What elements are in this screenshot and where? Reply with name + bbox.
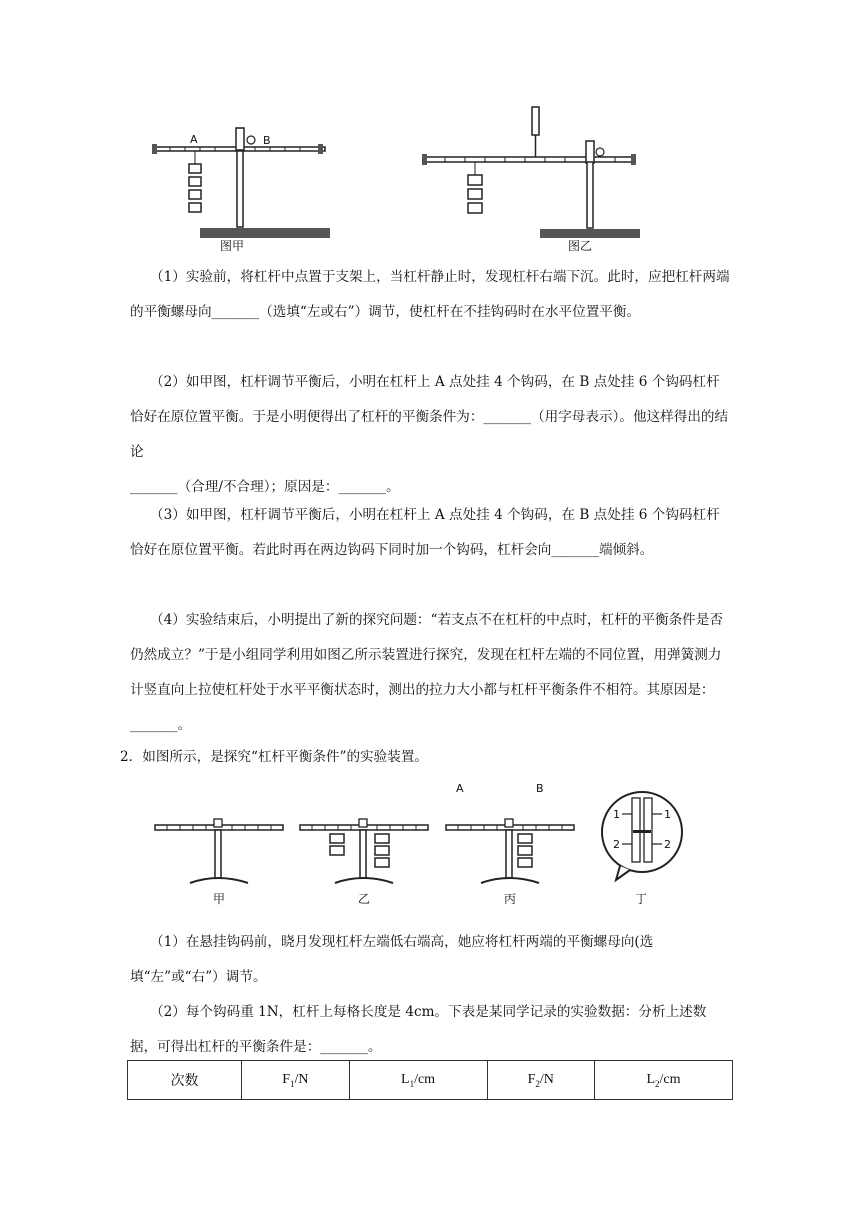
figure-row-2 bbox=[150, 780, 740, 905]
q1-part4: （4）实验结束后，小明提出了新的探究问题：“若支点不在杠杆的中点时，杠杆的平衡条件是否仍然成立？”于是小组同学利用如图乙所示装置进行探究，发现在杠杆左端的不同位置，用弹簧测力计竖直向上拉使杠杆处于水平平衡状态时，测出的拉力大小都与杠杆平衡条件不相符。其原因是：_______。 bbox=[130, 612, 723, 733]
caption-ding-2: 丁 bbox=[635, 892, 648, 906]
figure-jia-lever bbox=[150, 120, 335, 253]
f2-unit: /N bbox=[539, 1071, 554, 1087]
label-b-2: B bbox=[536, 782, 544, 795]
q1-part1: （1）实验前，将杠杆中点置于支架上，当杠杆静止时，发现杠杆右端下沉。此时，应把杠杆两端的平衡螺母向_______（选填“左或右”）调节，使杠杆在不挂钩码时在水平位置平衡。 bbox=[130, 269, 730, 320]
f2-symbol: F bbox=[527, 1071, 536, 1087]
f2-sub: 2 bbox=[535, 1078, 540, 1089]
tick-1-left: 1 bbox=[613, 808, 620, 821]
f1-symbol: F bbox=[282, 1071, 290, 1087]
l1-symbol: L bbox=[401, 1071, 410, 1087]
l1-sub: 1 bbox=[409, 1078, 415, 1089]
q2-heading: 2．如图所示，是探究“杠杆平衡条件”的实验装置。 bbox=[120, 749, 429, 765]
l2-sub: 2 bbox=[655, 1078, 660, 1089]
q1-part3: （3）如甲图，杠杆调节平衡后，小明在杠杆上 A 点处挂 4 个钩码，在 B 点处挂 6 个钩码杠杆恰好在原位置平衡。若此时再在两边钩码下同时加一个钩码，杠杆会向_______端倾斜。 bbox=[130, 507, 720, 558]
q1-part2: （2）如甲图，杠杆调节平衡后，小明在杠杆上 A 点处挂 4 个钩码，在 B 点处挂 6 个钩码杠杆恰好在原位置平衡。于是小明便得出了杠杆的平衡条件为：_______（用字母表示）。他这样得出的结论 bbox=[130, 374, 729, 460]
q1-part2-continued: _______（合理/不合理）；原因是：_______。 bbox=[130, 479, 400, 495]
col-l1 bbox=[349, 1061, 487, 1100]
l1-unit: /cm bbox=[414, 1071, 436, 1087]
col-f1 bbox=[242, 1061, 349, 1100]
caption-yi: 图乙 bbox=[568, 239, 593, 253]
data-table bbox=[127, 1060, 733, 1100]
caption-bing-2: 丙 bbox=[504, 892, 517, 906]
col-trial-label: 次数 bbox=[170, 1074, 199, 1089]
caption-jia-2: 甲 bbox=[213, 892, 226, 906]
col-l2 bbox=[594, 1061, 732, 1100]
label-a-2: A bbox=[456, 782, 464, 795]
l2-symbol: L bbox=[646, 1071, 655, 1087]
q2-part1: （1）在悬挂钩码前，晓月发现杠杆左端低右端高，她应将杠杆两端的平衡螺母向(选填“左”或“右”）调节。 bbox=[130, 934, 654, 985]
table-header-row bbox=[128, 1061, 733, 1100]
caption-yi-2: 乙 bbox=[358, 892, 371, 906]
caption-jia: 图甲 bbox=[220, 239, 245, 253]
col-f2 bbox=[487, 1061, 594, 1100]
col-trial bbox=[128, 1061, 242, 1100]
label-b: B bbox=[263, 134, 271, 147]
figure-yi-lever bbox=[420, 105, 645, 253]
tick-2-right: 2 bbox=[664, 838, 671, 851]
label-a: A bbox=[190, 133, 198, 146]
l2-unit: /cm bbox=[659, 1071, 681, 1087]
tick-2-left: 2 bbox=[613, 838, 620, 851]
f1-unit: /N bbox=[294, 1071, 309, 1087]
tick-1-right: 1 bbox=[664, 808, 671, 821]
f1-sub: 1 bbox=[289, 1078, 295, 1089]
q2-part2: （2）每个钩码重 1N，杠杆上每格长度是 4cm。下表是某同学记录的实验数据：分析上述数据，可得出杠杆的平衡条件是：_______。 bbox=[130, 1004, 707, 1055]
